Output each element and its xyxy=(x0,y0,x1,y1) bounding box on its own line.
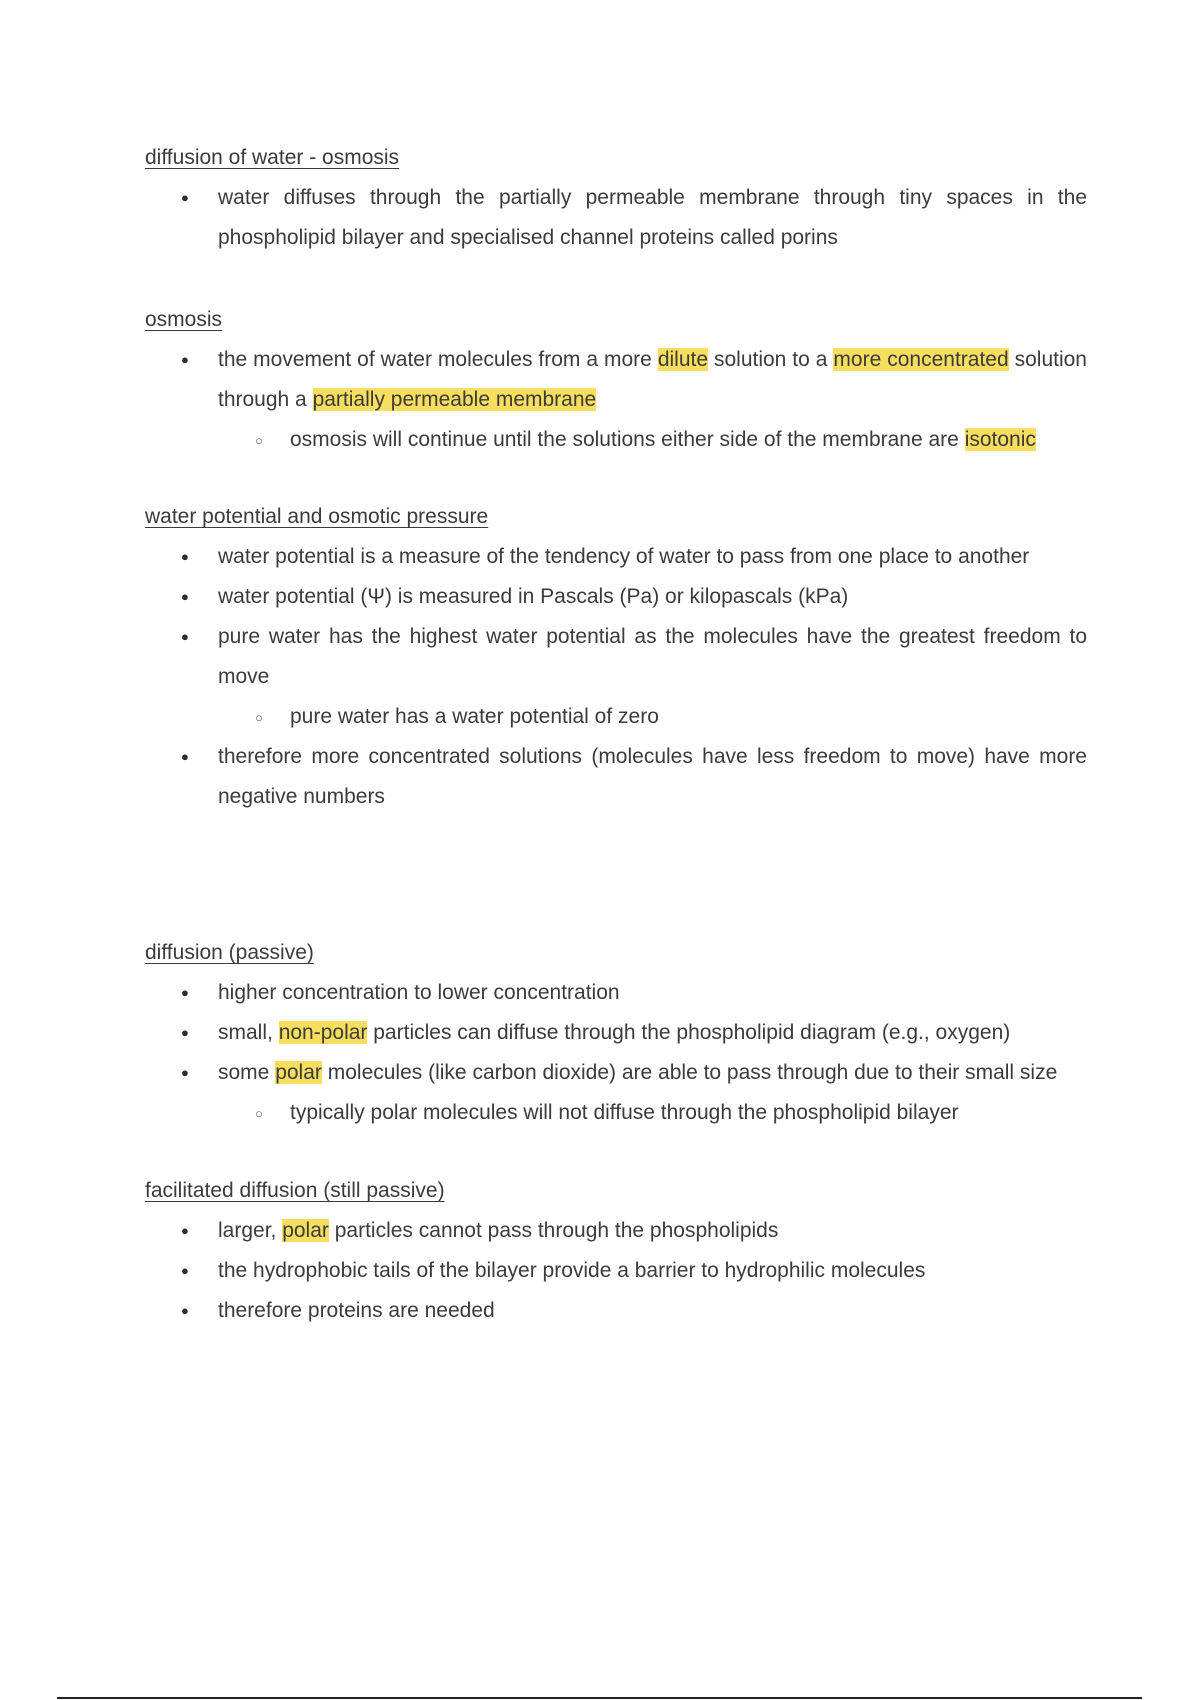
text-run: the movement of water molecules from a more xyxy=(218,348,658,371)
section-heading: facilitated diffusion (still passive) xyxy=(145,1179,445,1202)
section-osmosis xyxy=(145,300,1087,460)
bullet-list xyxy=(145,1211,1087,1331)
list-item xyxy=(145,340,1087,420)
text-run: some xyxy=(218,1061,276,1084)
sub-list-item: ○ pure water has a water potential of zero xyxy=(145,697,1087,737)
section-heading: water potential and osmotic pressure xyxy=(145,505,489,528)
text-run: particles can diffuse through the phospholipid diagram (e.g., oxygen) xyxy=(367,1021,1011,1044)
section-osmosis-diffusion xyxy=(145,138,1087,258)
notes-content xyxy=(145,138,1087,1331)
sub-list-item: ○ typically polar molecules will not diffuse through the phospholipid bilayer xyxy=(145,1093,1087,1133)
section-water-potential xyxy=(145,497,1087,817)
bullet-list xyxy=(145,340,1087,460)
list-item: ● water potential is a measure of the tendency of water to pass from one place to another xyxy=(145,537,1087,577)
text-run: particles cannot pass through the phospholipids xyxy=(328,1219,779,1242)
list-item: ● higher concentration to lower concentration xyxy=(145,973,1087,1013)
section-heading: osmosis xyxy=(145,308,223,331)
list-item: ● water potential (Ψ) is measured in Pascals (Pa) or kilopascals (kPa) xyxy=(145,577,1087,617)
text-run: solution through a xyxy=(218,348,1087,411)
list-item xyxy=(145,1211,1087,1251)
list-item: ● therefore proteins are needed xyxy=(145,1291,1087,1331)
sub-list-item xyxy=(145,420,1087,460)
highlighted-term: polar xyxy=(275,1061,322,1084)
text-run: osmosis will continue until the solutions either side of the membrane are xyxy=(290,428,965,451)
text-run: small, xyxy=(218,1021,279,1044)
list-item: ● therefore more concentrated solutions (molecules have less freedom to move) have more negative numbers xyxy=(145,737,1087,817)
text-run: solution to a xyxy=(708,348,834,371)
section-facilitated-diffusion xyxy=(145,1171,1087,1331)
highlighted-term: isotonic xyxy=(964,428,1036,451)
bullet-list xyxy=(145,537,1087,817)
bullet-list xyxy=(145,973,1087,1133)
highlighted-term: dilute xyxy=(657,348,709,371)
list-item: ● the hydrophobic tails of the bilayer provide a barrier to hydrophilic molecules xyxy=(145,1251,1087,1291)
text-run: molecules (like carbon dioxide) are able to pass through due to their small size xyxy=(321,1061,1058,1084)
highlighted-term: non-polar xyxy=(278,1021,368,1044)
list-item xyxy=(145,1013,1087,1053)
highlighted-term: more concentrated xyxy=(833,348,1009,371)
highlighted-term: partially permeable membrane xyxy=(312,388,597,411)
list-item xyxy=(145,1053,1087,1093)
highlighted-term: polar xyxy=(282,1219,329,1242)
section-diffusion xyxy=(145,933,1087,1133)
section-heading: diffusion of water - osmosis xyxy=(145,146,400,169)
bullet-list xyxy=(145,178,1087,258)
section-heading: diffusion (passive) xyxy=(145,941,314,964)
list-item: ● water diffuses through the partially permeable membrane through tiny spaces in the phospholipid bilayer and specialised channel proteins called porins xyxy=(145,178,1087,258)
list-item: ● pure water has the highest water potential as the molecules have the greatest freedom to move xyxy=(145,617,1087,697)
page-bottom-divider xyxy=(57,1697,1142,1699)
text-run: larger, xyxy=(218,1219,283,1242)
